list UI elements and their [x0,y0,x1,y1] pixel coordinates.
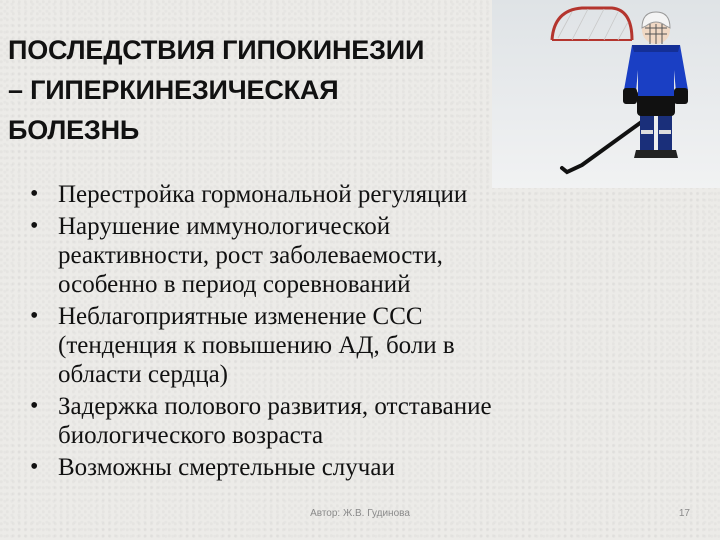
bullet-line: • Неблагоприятные изменение ССС [58,303,423,330]
title-line: ПОСЛЕДСТВИЯ ГИПОКИНЕЗИИ [8,35,425,65]
bullet-item [30,453,690,482]
bullet-item [30,180,690,209]
bullet-line: области сердца) [58,361,229,388]
bullet-item [30,392,690,450]
bullet-line: реактивности, рост заболеваемости, [58,242,443,269]
bullet-line: • Перестройка гормональной регуляции [58,181,468,208]
bullet-line: • Нарушение иммунологической [58,213,391,240]
hockey-player-photo [492,0,720,188]
bullet-list [30,180,690,485]
footer-author: Автор: Ж.В. Гудинова [310,508,410,519]
title-line: – ГИПЕРКИНЕЗИЧЕСКАЯ [8,75,339,105]
bullet-line: • Возможны смертельные случаи [58,454,395,481]
bullet-item [30,212,690,299]
bullet-line: • Задержка полового развития, отставание [58,393,492,420]
slide-title [8,30,478,150]
hockey-player-icon [492,0,720,188]
bullet-line: биологического возраста [58,422,324,449]
bullet-item [30,302,690,389]
bullet-line: (тенденция к повышению АД, боли в [58,332,455,359]
title-line: БОЛЕЗНЬ [8,115,140,145]
page-number: 17 [678,508,690,519]
bullet-line: особенно в период соревнований [58,271,411,298]
